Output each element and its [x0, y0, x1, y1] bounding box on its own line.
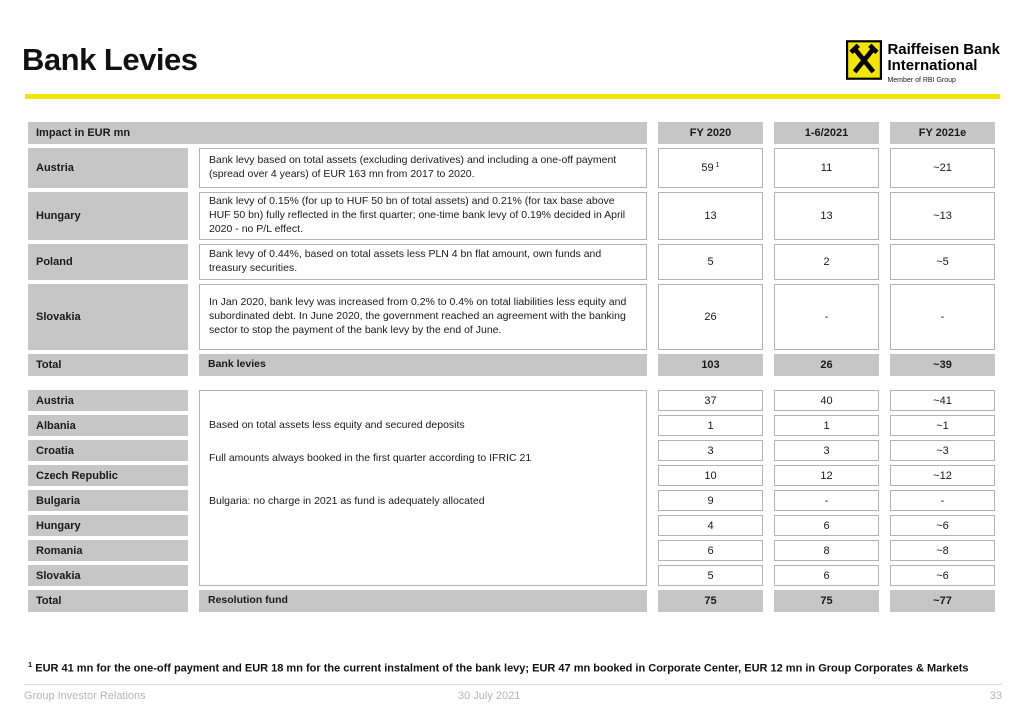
rf-value-hungary-fy2020: 4	[658, 515, 763, 536]
footer-date: 30 July 2021	[458, 690, 521, 702]
column-header-fy2021e: FY 2021e	[890, 122, 995, 144]
value-poland-h1-2021: 2	[774, 244, 879, 280]
rf-value-czech-h1-2021: 12	[774, 465, 879, 486]
rf-value-albania-h1-2021: 1	[774, 415, 879, 436]
value-austria-h1-2021: 11	[774, 148, 879, 188]
country-label-slovakia-rf: Slovakia	[28, 565, 188, 586]
rf-value-austria-fy2020: 37	[658, 390, 763, 411]
country-label-austria-rf: Austria	[28, 390, 188, 411]
rf-value-romania-fy2020: 6	[658, 540, 763, 561]
country-label-hungary: Hungary	[28, 192, 188, 240]
column-header-fy2020: FY 2020	[658, 122, 763, 144]
rf-value-albania-fy2020: 1	[658, 415, 763, 436]
slide-content	[28, 122, 995, 612]
country-label-romania: Romania	[28, 540, 188, 561]
country-label-austria: Austria	[28, 148, 188, 188]
logo-name-line1: Raiffeisen Bank	[887, 41, 1000, 58]
value-slovakia-fy2021e: -	[890, 284, 995, 350]
value-slovakia-h1-2021: -	[774, 284, 879, 350]
country-label-albania: Albania	[28, 415, 188, 436]
note-basis: Based on total assets less equity and secured deposits	[209, 419, 465, 431]
rf-value-czech-fy2020: 10	[658, 465, 763, 486]
value-austria-fy2020: 59 $^1$	[658, 148, 763, 188]
value-austria-fy2021e: ~21	[890, 148, 995, 188]
gable-cross-icon	[846, 40, 882, 80]
footer-page-number: 33	[989, 690, 1002, 702]
value-hungary-h1-2021: 13	[774, 192, 879, 240]
rf-total-value-fy2020: 75	[658, 590, 763, 612]
total-value-fy2021e: ~39	[890, 354, 995, 376]
note-bulgaria: Bulgaria: no charge in 2021 as fund is adequately allocated	[209, 495, 485, 507]
country-label-slovakia: Slovakia	[28, 284, 188, 350]
rf-value-romania-fy2021e: ~8	[890, 540, 995, 561]
rf-value-croatia-h1-2021: 3	[774, 440, 879, 461]
rf-total-value-fy2021e: ~77	[890, 590, 995, 612]
rf-value-romania-h1-2021: 8	[774, 540, 879, 561]
column-header-h1-2021: 1-6/2021	[774, 122, 879, 144]
note-ifric: Full amounts always booked in the first quarter according to IFRIC 21	[209, 452, 532, 464]
value-poland-fy2020: 5	[658, 244, 763, 280]
rf-value-hungary-fy2021e: ~6	[890, 515, 995, 536]
resolution-fund-notes	[199, 390, 647, 586]
rf-value-croatia-fy2020: 3	[658, 440, 763, 461]
footnote	[28, 660, 1008, 675]
total-value-fy2020: 103	[658, 354, 763, 376]
value-poland-fy2021e: ~5	[890, 244, 995, 280]
rf-value-hungary-h1-2021: 6	[774, 515, 879, 536]
rbi-logo	[846, 40, 1000, 84]
levy-description-slovakia: In Jan 2020, bank levy was increased from 0.2% to 0.4% on total liabilities less equity and subordinated debt. In June 2020, the government reached an agreement with the banking sector to stop the payment of the bank levy by the end of June.	[199, 284, 647, 350]
resolution-fund-table	[28, 390, 995, 612]
footnote-sup: 1	[28, 660, 33, 669]
rf-value-bulgaria-fy2020: 9	[658, 490, 763, 511]
total-row-label: Total	[28, 354, 188, 376]
total-value-h1-2021: 26	[774, 354, 879, 376]
rf-value-albania-fy2021e: ~1	[890, 415, 995, 436]
country-label-poland: Poland	[28, 244, 188, 280]
rf-value-austria-h1-2021: 40	[774, 390, 879, 411]
rf-value-slovakia-h1-2021: 6	[774, 565, 879, 586]
country-label-czech-republic: Czech Republic	[28, 465, 188, 486]
footer-department: Group Investor Relations	[24, 690, 146, 702]
value-slovakia-fy2020: 26	[658, 284, 763, 350]
yellow-accent-line	[25, 94, 1000, 99]
logo-text	[887, 40, 1000, 84]
value-hungary-fy2021e: ~13	[890, 192, 995, 240]
footnote-text: EUR 41 mn for the one-off payment and EUR 18 mn for the current instalment of the bank levy; EUR 47 mn booked in Corporate Center, EUR 12 mn in Group Corporates & Markets	[32, 662, 969, 675]
logo-name-line2: International	[887, 56, 978, 74]
levy-description-austria: Bank levy based on total assets (excluding derivatives) and including a one-off payment (spread over 4 years) of EUR 163 mn from 2017 to 2020.	[199, 148, 647, 188]
logo-member-line: Member of RBI Group	[887, 76, 956, 84]
country-label-bulgaria: Bulgaria	[28, 490, 188, 511]
footer	[24, 690, 1002, 702]
rf-value-croatia-fy2021e: ~3	[890, 440, 995, 461]
bank-levies-table	[28, 122, 995, 376]
table-corner-header: Impact in EUR mn	[28, 122, 647, 144]
total-row-description: Bank levies	[199, 354, 647, 376]
footer-divider	[24, 684, 1002, 685]
rf-value-austria-fy2021e: ~41	[890, 390, 995, 411]
rf-total-row-description: Resolution fund	[199, 590, 647, 612]
footnote-marker: 1	[715, 161, 720, 169]
value-hungary-fy2020: 13	[658, 192, 763, 240]
levy-description-hungary: Bank levy of 0.15% (for up to HUF 50 bn of total assets) and 0.21% (for tax base above HUF 50 bn) fully reflected in the first quarter; one-time bank levy of 0.19% decided in April 2020 - no P/L effect.	[199, 192, 647, 240]
rf-total-value-h1-2021: 75	[774, 590, 879, 612]
levy-description-poland: Bank levy of 0.44%, based on total assets less PLN 4 bn flat amount, own funds and treasury securities.	[199, 244, 647, 280]
rf-value-bulgaria-h1-2021: -	[774, 490, 879, 511]
country-label-hungary-rf: Hungary	[28, 515, 188, 536]
rf-total-row-label: Total	[28, 590, 188, 612]
country-label-croatia: Croatia	[28, 440, 188, 461]
rf-value-czech-fy2021e: ~12	[890, 465, 995, 486]
rf-value-bulgaria-fy2021e: -	[890, 490, 995, 511]
rf-value-slovakia-fy2020: 5	[658, 565, 763, 586]
page-title: Bank Levies	[22, 42, 198, 77]
rf-value-slovakia-fy2021e: ~6	[890, 565, 995, 586]
